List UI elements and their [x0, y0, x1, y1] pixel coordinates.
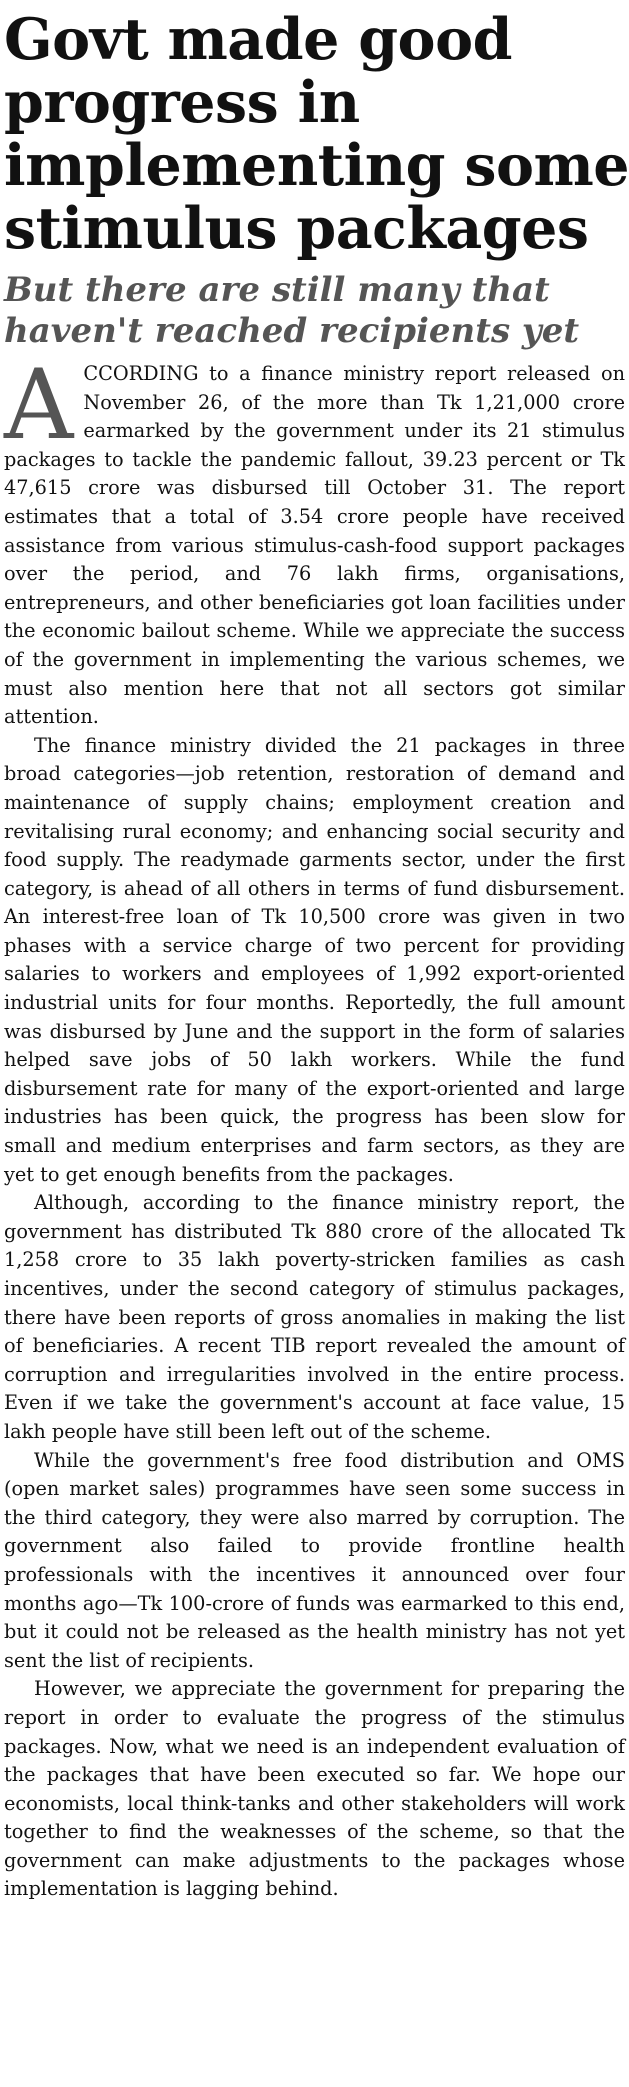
article-paragraph: However, we appreciate the government for preparing the report in order to evaluate the progress of the stimulus packages. Now, what we need is an independent evaluation of the packages that have been executed so far. We hope our economists, local think-tanks and other stakeholders will work together to find the weaknesses of the scheme, so that the government can make adjustments to the packages whose implementation is lagging behind.	[4, 1677, 625, 1901]
article-paragraph: The finance ministry divided the 21 packages in three broad categories—job retention, restoration of demand and maintenance of supply chains; employment creation and revitalising rural economy; and enhancing social security and food supply. The readymade garments sector, under the first category, is ahead of all others in terms of fund disbursement. An interest-free loan of Tk 10,500 crore was given in two phases with a service charge of two percent for providing salaries to workers and employees of 1,992 export-oriented industrial units for four months. Reportedly, the full amount was disbursed by June and the support in the form of salaries helped save jobs of 50 lakh workers. While the fund disbursement rate for many of the export-oriented and large industries has been quick, the progress has been slow for small and medium enterprises and farm sectors, as they are yet to get enough benefits from the packages.	[4, 733, 625, 1186]
article-subheadline	[4, 270, 625, 352]
headline-line: progress in	[4, 69, 360, 136]
paragraph-text: CCORDING to a finance ministry report released on November 26, of the more than Tk 1,21,000 crore earmarked by the government under its 21 stimulus packages to tackle the pandemic fallout, 39.23 percent or Tk 47,615 crore was disbursed till October 31. The report estimates that a total of 3.54 crore people have received assistance from various stimulus-cash-food support packages over the period, and 76 lakh firms, organisations, entrepreneurs, and other beneficiaries got loan facilities under the economic bailout scheme. While we appreciate the success of the government in implementing the various schemes, we must also mention here that not all sectors got similar attention.	[4, 362, 625, 729]
article-paragraph: Although, according to the finance ministry report, the government has distributed Tk 880 crore of the allocated Tk 1,258 crore to 35 lakh poverty-stricken families as cash incentives, under the second category of stimulus packages, there have been reports of gross anomalies in making the list of beneficiaries. A recent TIB report revealed the amount of corruption and irregularities involved in the entire process. Even if we take the government's account at face value, 15 lakh people have still been left out of the scheme.	[4, 1191, 625, 1443]
headline-line: Govt made good	[4, 6, 512, 73]
drop-cap: A	[4, 349, 74, 461]
article-paragraph	[4, 349, 625, 732]
subheadline-line: But there are still many that	[4, 270, 550, 310]
headline-line: stimulus packages	[4, 195, 589, 262]
headline-line: implementing some	[4, 132, 629, 199]
article-body	[4, 349, 625, 1904]
article-paragraph: While the government's free food distribution and OMS (open market sales) programmes have seen some success in the third category, they were also marred by corruption. The government also failed to provide frontline health professionals with the incentives it announced over four months ago—Tk 100-crore of funds was earmarked to this end, but it could not be released as the health ministry has not yet sent the list of recipients.	[4, 1448, 625, 1672]
article-headline	[4, 6, 629, 262]
subheadline-line: haven't reached recipients yet	[4, 311, 580, 351]
